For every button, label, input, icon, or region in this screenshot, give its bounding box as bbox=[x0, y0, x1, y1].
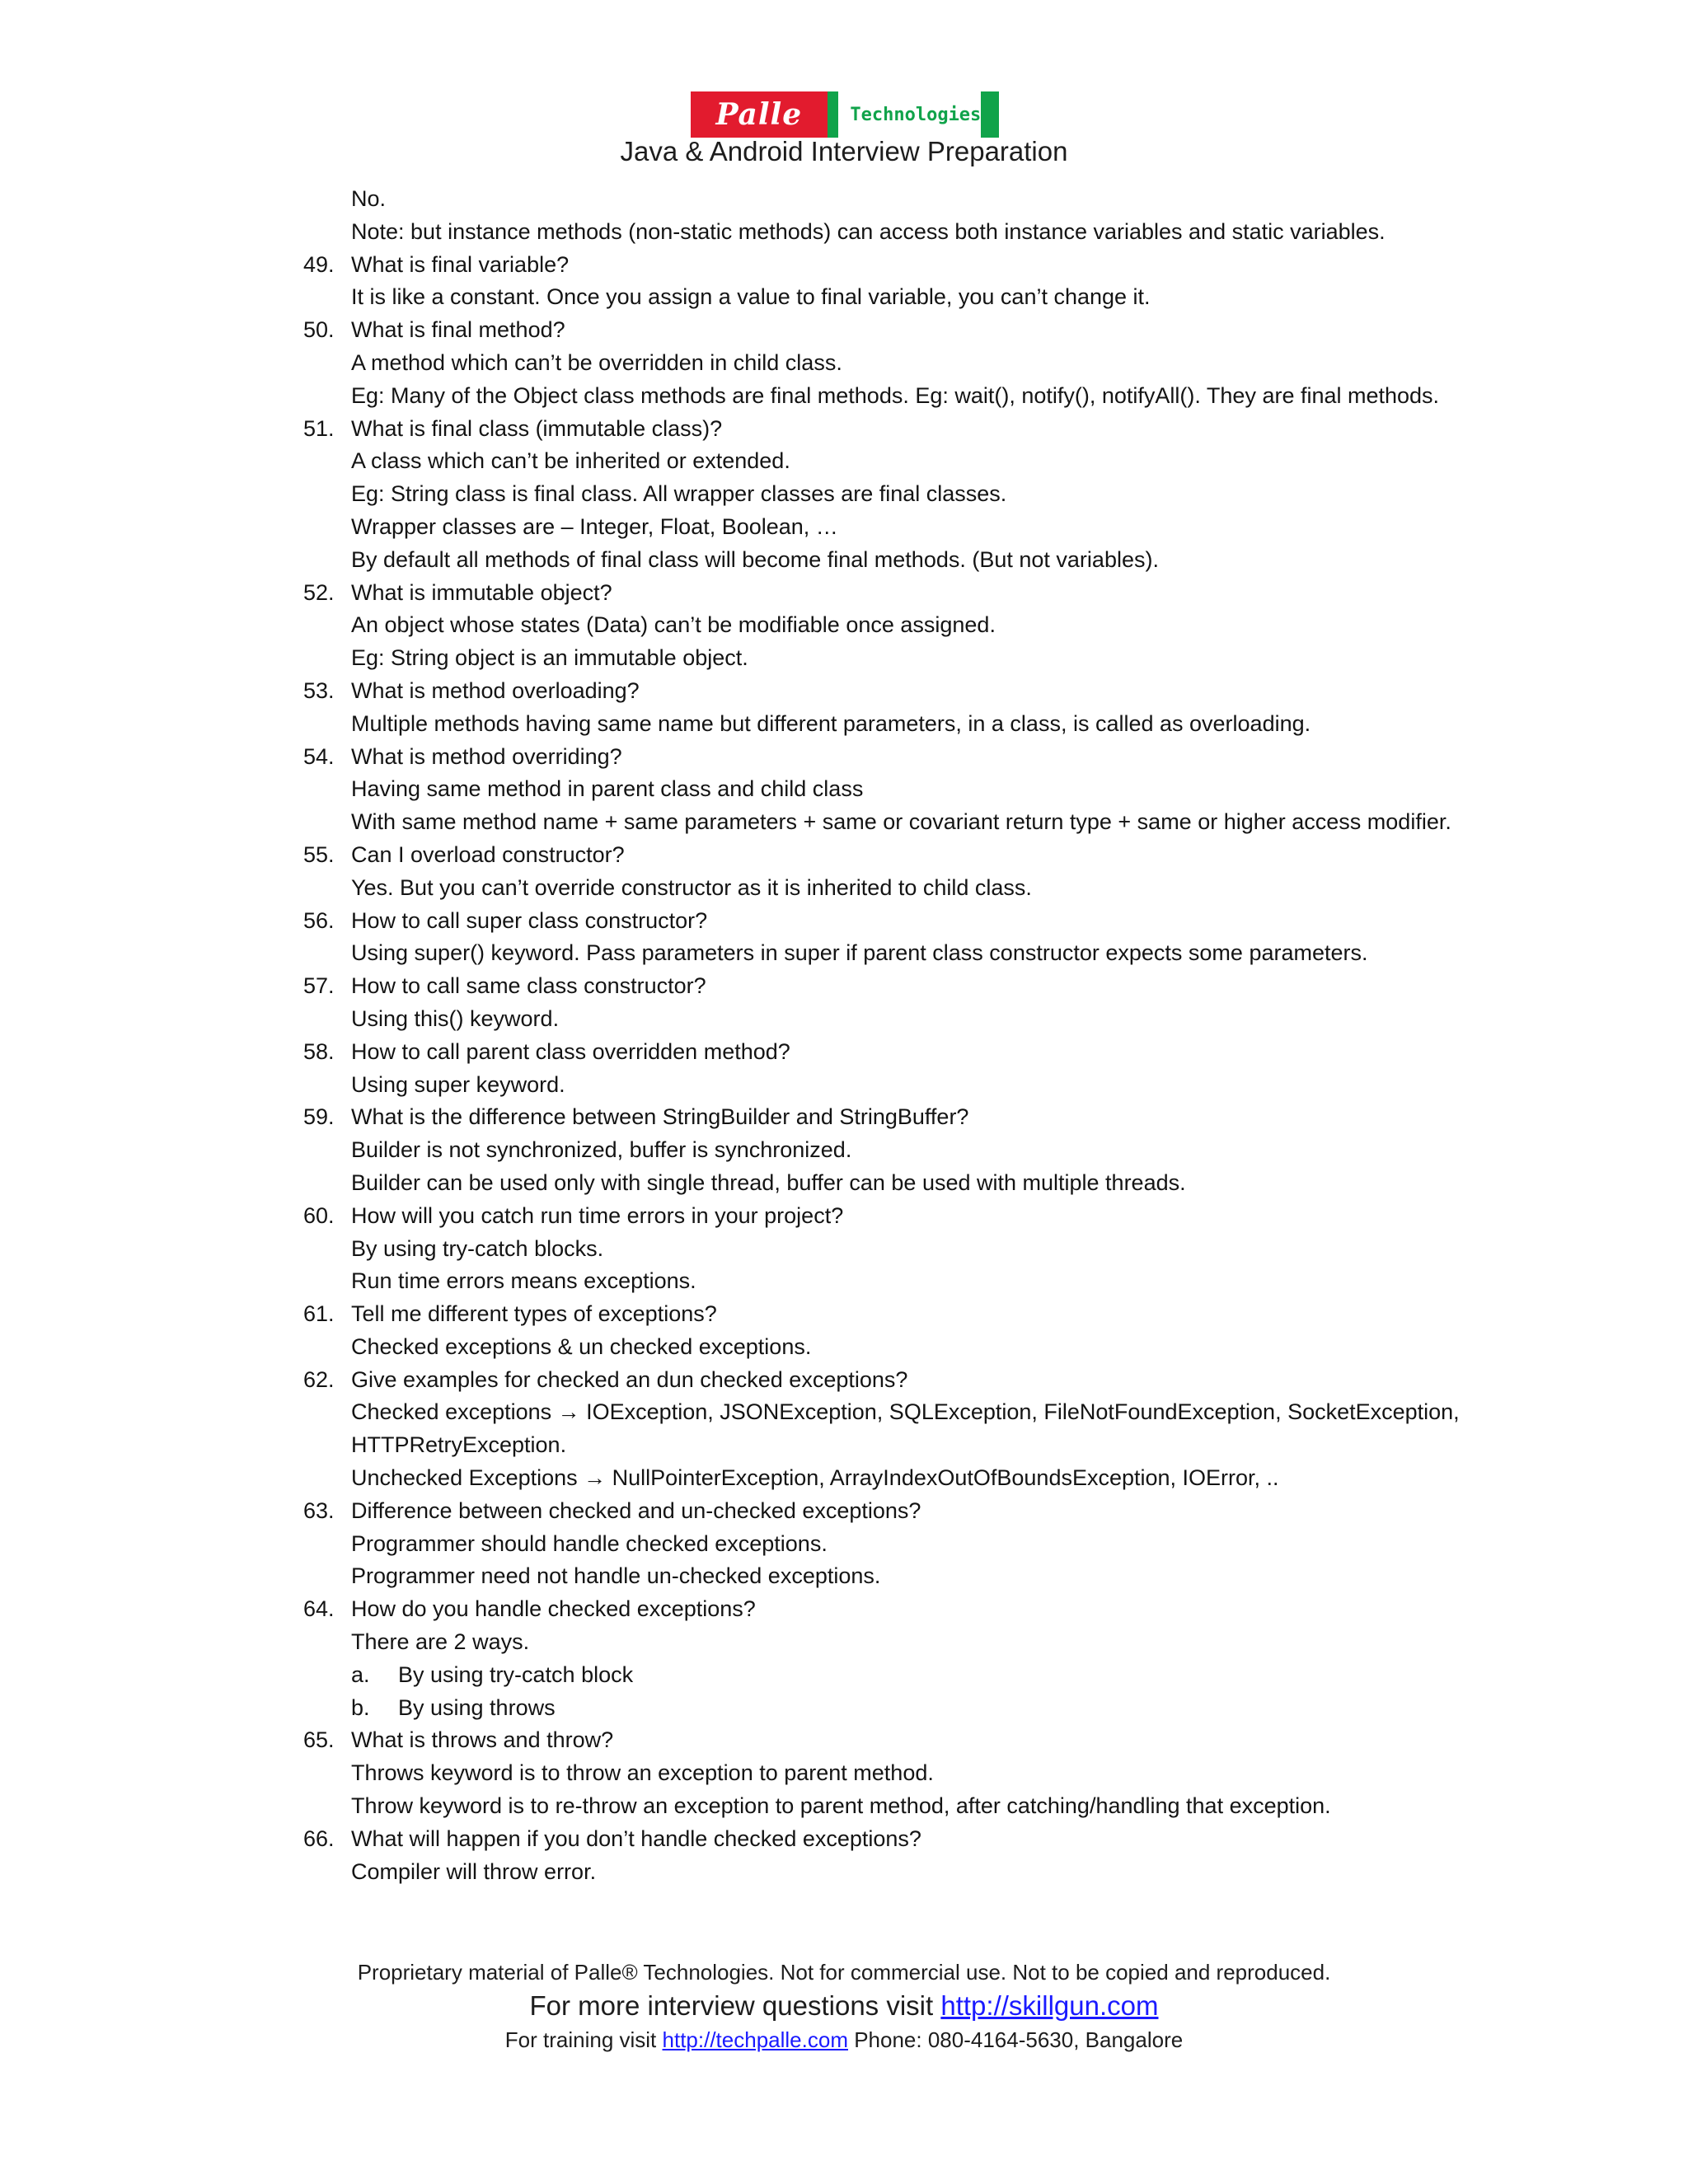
answer-line bbox=[0, 1856, 1688, 1889]
question-number: 49. bbox=[303, 251, 335, 277]
answer-text: Builder is not synchronized, buffer is synchronized. bbox=[351, 1137, 852, 1163]
logo-suffix: Technologies bbox=[838, 91, 981, 138]
answer-text: Note: but instance methods (non-static methods) can access both instance variables and static variables. bbox=[351, 218, 1386, 244]
logo-divider bbox=[828, 91, 839, 138]
answer-text: A method which can’t be overridden in child class. bbox=[351, 349, 842, 375]
question-number: 61. bbox=[303, 1301, 335, 1327]
palle-logo bbox=[691, 91, 999, 138]
question-text: Tell me different types of exceptions? bbox=[351, 1301, 717, 1327]
question-number: 66. bbox=[303, 1825, 335, 1851]
question-text: What is the difference between StringBuilder and StringBuffer? bbox=[351, 1104, 969, 1130]
answer-text: HTTPRetryException. bbox=[351, 1432, 567, 1458]
answer-line bbox=[0, 937, 1688, 970]
question-line bbox=[0, 577, 1688, 610]
answer-line bbox=[0, 216, 1688, 249]
question-number: 60. bbox=[303, 1202, 335, 1228]
techpalle-link[interactable]: http://techpalle.com bbox=[662, 2027, 848, 2052]
answer-text: By default all methods of final class will become final methods. (But not variables). bbox=[351, 546, 1159, 572]
question-text: What is final class (immutable class)? bbox=[351, 415, 723, 441]
answer-line bbox=[0, 708, 1688, 741]
logo-brand: Palle bbox=[691, 91, 828, 138]
answer-text: No. bbox=[351, 186, 387, 211]
sub-item-letter: a. bbox=[351, 1661, 370, 1687]
answer-line bbox=[0, 1167, 1688, 1200]
question-text: Difference between checked and un-checked exceptions? bbox=[351, 1497, 921, 1523]
question-text: What is final method? bbox=[351, 317, 565, 343]
question-number: 53. bbox=[303, 677, 335, 703]
footer-phone-text: Phone: 080-4164-5630, Bangalore bbox=[847, 2027, 1184, 2052]
answer-line bbox=[0, 1626, 1688, 1659]
question-line bbox=[0, 1495, 1688, 1528]
question-number: 63. bbox=[303, 1497, 335, 1523]
answer-text: Wrapper classes are – Integer, Float, Boolean, … bbox=[351, 513, 838, 539]
answer-line bbox=[0, 872, 1688, 905]
answer-text: Compiler will throw error. bbox=[351, 1858, 597, 1884]
footer-proprietary: Proprietary material of Palle® Technologies. Not for commercial use. Not to be copied and reproduced. bbox=[357, 1960, 1331, 1985]
answer-text: Checked exceptions & un checked exceptions. bbox=[351, 1333, 812, 1359]
question-text: Can I overload constructor? bbox=[351, 841, 625, 867]
logo-end-bar bbox=[981, 91, 999, 138]
question-line bbox=[0, 1298, 1688, 1331]
footer-training bbox=[0, 2027, 1688, 2053]
answer-line bbox=[0, 1790, 1688, 1823]
question-line bbox=[0, 1036, 1688, 1069]
question-text: What is method overriding? bbox=[351, 743, 622, 769]
answer-line bbox=[0, 1757, 1688, 1790]
answer-text: Unchecked Exceptions → NullPointerException, ArrayIndexOutOfBoundsException, IOError, .. bbox=[351, 1465, 1279, 1491]
answer-text: Eg: Many of the Object class methods are final methods. Eg: wait(), notify(), notifyAll(). They are final methods. bbox=[351, 382, 1440, 408]
answer-line bbox=[0, 609, 1688, 642]
question-line bbox=[0, 839, 1688, 872]
answer-text: Having same method in parent class and child class bbox=[351, 776, 864, 802]
answer-line bbox=[0, 347, 1688, 380]
footer-more-questions bbox=[0, 1990, 1688, 2022]
answer-text: Builder can be used only with single thread, buffer can be used with multiple threads. bbox=[351, 1169, 1186, 1195]
answer-line bbox=[0, 380, 1688, 413]
footer-more-text: For more interview questions visit bbox=[529, 1990, 941, 2021]
qa-list bbox=[0, 183, 1688, 1888]
question-line bbox=[0, 314, 1688, 347]
answer-line bbox=[0, 1429, 1688, 1462]
question-line bbox=[0, 1364, 1688, 1397]
answer-line bbox=[0, 1069, 1688, 1102]
answer-line bbox=[0, 1560, 1688, 1593]
question-line bbox=[0, 1823, 1688, 1856]
question-line bbox=[0, 249, 1688, 282]
question-line bbox=[0, 1724, 1688, 1757]
question-text: How will you catch run time errors in your project? bbox=[351, 1202, 844, 1228]
question-line bbox=[0, 741, 1688, 774]
question-line bbox=[0, 413, 1688, 446]
answer-text: Eg: String object is an immutable object. bbox=[351, 645, 748, 671]
sub-item-text: By using throws bbox=[398, 1694, 556, 1720]
question-text: What is immutable object? bbox=[351, 579, 612, 605]
question-number: 56. bbox=[303, 907, 335, 933]
question-number: 52. bbox=[303, 579, 335, 605]
page-title: Java & Android Interview Preparation bbox=[620, 136, 1068, 166]
question-number: 54. bbox=[303, 743, 335, 769]
answer-line bbox=[0, 478, 1688, 511]
answer-text: Throws keyword is to throw an exception to parent method. bbox=[351, 1760, 934, 1786]
answer-text: Checked exceptions → IOException, JSONException, SQLException, FileNotFoundException, SocketException, bbox=[351, 1399, 1460, 1425]
answer-line bbox=[0, 445, 1688, 478]
skillgun-link[interactable]: http://skillgun.com bbox=[940, 1990, 1159, 2021]
answer-line bbox=[0, 642, 1688, 675]
question-text: Give examples for checked an dun checked exceptions? bbox=[351, 1366, 908, 1392]
answer-text: Programmer need not handle un-checked exceptions. bbox=[351, 1563, 881, 1589]
answer-line bbox=[0, 1003, 1688, 1036]
answer-text: Eg: String class is final class. All wrapper classes are final classes. bbox=[351, 481, 1007, 507]
answer-line bbox=[0, 1331, 1688, 1364]
question-number: 58. bbox=[303, 1038, 335, 1064]
question-number: 55. bbox=[303, 841, 335, 867]
question-text: What is final variable? bbox=[351, 251, 570, 277]
answer-line bbox=[0, 1233, 1688, 1266]
question-line bbox=[0, 675, 1688, 708]
question-line bbox=[0, 1101, 1688, 1134]
question-number: 51. bbox=[303, 415, 335, 441]
answer-text: Using super() keyword. Pass parameters in super if parent class constructor expects some parameters. bbox=[351, 940, 1368, 966]
question-text: What will happen if you don’t handle checked exceptions? bbox=[351, 1825, 921, 1851]
question-number: 59. bbox=[303, 1104, 335, 1130]
question-number: 62. bbox=[303, 1366, 335, 1392]
question-text: How to call same class constructor? bbox=[351, 973, 706, 999]
question-line bbox=[0, 970, 1688, 1003]
answer-text: Run time errors means exceptions. bbox=[351, 1268, 696, 1294]
answer-text: Yes. But you can’t override constructor as it is inherited to child class. bbox=[351, 874, 1032, 900]
question-text: How do you handle checked exceptions? bbox=[351, 1596, 756, 1622]
answer-line bbox=[0, 1396, 1688, 1429]
answer-text: There are 2 ways. bbox=[351, 1629, 530, 1655]
answer-text: It is like a constant. Once you assign a value to final variable, you can’t change it. bbox=[351, 284, 1151, 310]
answer-line bbox=[0, 511, 1688, 544]
answer-line bbox=[0, 1134, 1688, 1167]
answer-text: With same method name + same parameters + same or covariant return type + same or higher access modifier. bbox=[351, 809, 1451, 835]
answer-text: Throw keyword is to re-throw an exception to parent method, after catching/handling that exception. bbox=[351, 1793, 1331, 1819]
answer-text: Using super keyword. bbox=[351, 1071, 565, 1097]
answer-line bbox=[0, 183, 1688, 216]
question-text: What is method overloading? bbox=[351, 677, 640, 703]
footer-training-text: For training visit bbox=[504, 2027, 663, 2052]
answer-line bbox=[0, 1528, 1688, 1561]
question-text: What is throws and throw? bbox=[351, 1727, 614, 1753]
sub-item-letter: b. bbox=[351, 1694, 370, 1720]
answer-text: Programmer should handle checked exceptions. bbox=[351, 1530, 828, 1556]
question-line bbox=[0, 905, 1688, 938]
question-number: 64. bbox=[303, 1596, 335, 1622]
question-text: How to call parent class overridden method? bbox=[351, 1038, 790, 1064]
answer-line bbox=[0, 1462, 1688, 1495]
answer-line bbox=[0, 1692, 1688, 1725]
answer-text: Multiple methods having same name but different parameters, in a class, is called as overloading. bbox=[351, 710, 1311, 736]
question-number: 65. bbox=[303, 1727, 335, 1753]
answer-line bbox=[0, 281, 1688, 314]
question-number: 50. bbox=[303, 317, 335, 343]
answer-line bbox=[0, 1265, 1688, 1298]
answer-text: An object whose states (Data) can’t be modifiable once assigned. bbox=[351, 612, 996, 638]
answer-line bbox=[0, 773, 1688, 806]
answer-line bbox=[0, 1659, 1688, 1692]
question-line bbox=[0, 1200, 1688, 1233]
answer-text: By using try-catch blocks. bbox=[351, 1235, 604, 1261]
question-line bbox=[0, 1593, 1688, 1626]
answer-line bbox=[0, 544, 1688, 577]
question-text: How to call super class constructor? bbox=[351, 907, 708, 933]
answer-text: A class which can’t be inherited or extended. bbox=[351, 448, 790, 474]
answer-text: Using this() keyword. bbox=[351, 1005, 560, 1031]
sub-item-text: By using try-catch block bbox=[398, 1661, 634, 1687]
question-number: 57. bbox=[303, 973, 335, 999]
answer-line bbox=[0, 806, 1688, 839]
